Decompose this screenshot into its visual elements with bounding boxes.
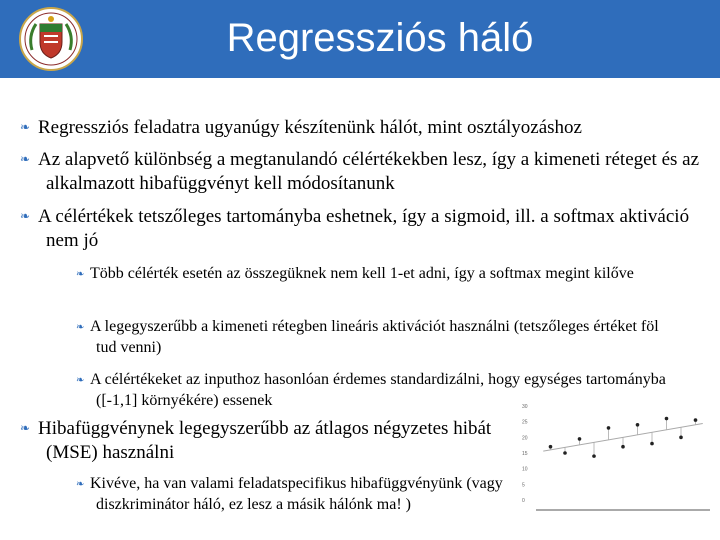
sub-bullet-2-text: A legegyszerűbb a kimeneti rétegben lineáris aktivációt használni (tetszőleges értéket föl tud venni) <box>90 318 659 356</box>
y-tick-label: 20 <box>522 435 528 442</box>
sub-bullet-4-text: Kivéve, ha van valami feladatspecifikus hibafüggvényünk (vagy diszkriminátor háló, ez lesz a másik hálónk ma! ) <box>90 475 503 513</box>
regression-scatter-chart <box>518 400 718 512</box>
sub-bullet-4 <box>76 474 516 515</box>
bullet-marker-icon: ❧ <box>20 421 31 435</box>
y-tick-label: 25 <box>522 419 528 426</box>
data-point <box>578 437 582 441</box>
data-point <box>650 442 654 446</box>
sub-bullet-marker-icon: ❧ <box>76 479 85 490</box>
bullet-2-text: Az alapvető különbség a megtanulandó célértékekben lesz, így a kimeneti réteget és az alkalmazott hibafüggvényt kell módosítanunk <box>38 149 700 194</box>
bullet-3 <box>20 204 700 253</box>
data-point <box>665 417 669 421</box>
data-point <box>679 436 683 440</box>
bullet-1 <box>20 115 700 140</box>
sub-bullet-marker-icon: ❧ <box>76 322 85 333</box>
sub-bullet-1-text: Több célérték esetén az összegüknek nem kell 1-et adni, így a softmax megint kilőve <box>90 265 634 282</box>
bullet-4-text: Hibafüggvénynek legegyszerűbb az átlagos négyzetes hibát (MSE) használni <box>38 418 492 463</box>
y-tick-label: 10 <box>522 466 528 473</box>
data-point <box>694 418 698 422</box>
data-point <box>563 451 567 455</box>
bullet-1-text: Regressziós feladatra ugyanúgy készítenünk hálót, mint osztályozáshoz <box>38 117 582 138</box>
slide-title: Regressziós háló <box>226 16 534 60</box>
sub-bullet-marker-icon: ❧ <box>76 269 85 280</box>
bullet-marker-icon: ❧ <box>20 120 31 134</box>
sub-bullet-3-text: A célértékeket az inputhoz hasonlóan érdemes standardizálni, hogy egységes tartományba ([-1,1] környékére) essenek <box>90 371 666 409</box>
data-point <box>592 454 596 458</box>
sub-bullet-2 <box>76 317 676 358</box>
bullet-marker-icon: ❧ <box>20 209 31 223</box>
bullet-2 <box>20 147 700 196</box>
bullet-marker-icon: ❧ <box>20 152 31 166</box>
bullet-4 <box>20 416 520 465</box>
y-tick-label: 0 <box>522 498 525 504</box>
y-tick-label: 5 <box>522 482 525 489</box>
y-tick-label: 30 <box>522 404 528 410</box>
sub-bullet-marker-icon: ❧ <box>76 375 85 386</box>
sub-bullet-1 <box>76 264 676 285</box>
bullet-3-text: A célértékek tetszőleges tartományba eshetnek, így a sigmoid, ill. a softmax aktiváció nem jó <box>38 206 690 251</box>
data-point <box>549 445 553 449</box>
data-point <box>621 445 625 449</box>
data-point <box>636 423 640 427</box>
y-tick-label: 15 <box>522 451 528 457</box>
data-point <box>607 426 611 430</box>
